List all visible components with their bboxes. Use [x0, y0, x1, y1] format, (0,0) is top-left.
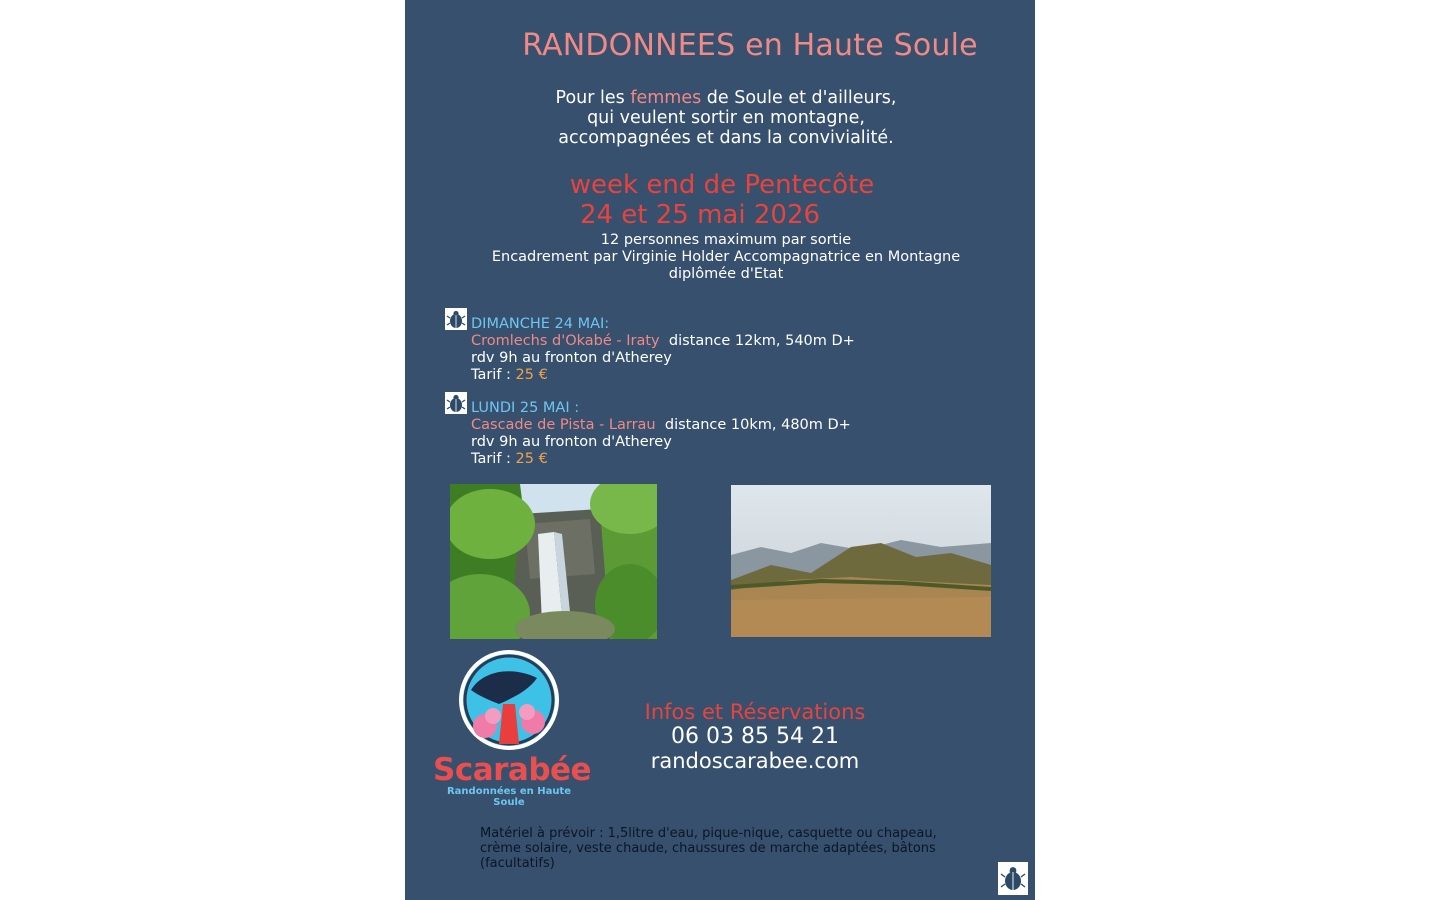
day-tarif: Tarif : 25 € [471, 367, 548, 383]
day-distance: distance 10km, 480m D+ [655, 417, 851, 433]
event-dates: 24 et 25 mai 2026 [579, 200, 821, 230]
event-meta [405, 232, 1035, 283]
waterfall-photo [450, 484, 657, 639]
meta-line-1: 12 personnes maximum par sortie [600, 232, 852, 248]
brand-name: Scarabée [433, 752, 592, 788]
day-rdv: rdv 9h au fronton d'Atherey [471, 434, 672, 450]
beetle-icon [445, 392, 467, 414]
contact-website[interactable]: randoscarabee.com [650, 749, 860, 773]
equipment-list [480, 826, 970, 871]
day-name: DIMANCHE 24 MAI: [471, 316, 610, 332]
intro-text [405, 88, 1035, 148]
day-route: Cromlechs d'Okabé - Iraty [471, 333, 660, 349]
meta-line-2: Encadrement par Virginie Holder Accompagnatrice en Montagne [491, 249, 961, 265]
intro-line-1: Pour les femmes de Soule et d'ailleurs, [555, 88, 897, 108]
day-details [471, 316, 855, 384]
poster-title: RANDONNEES en Haute Soule [522, 28, 978, 63]
day-route: Cascade de Pista - Larrau [471, 417, 656, 433]
meta-line-3: diplômée d'Etat [668, 266, 784, 282]
day-details [471, 400, 851, 468]
contact-phone[interactable]: 06 03 85 54 21 [671, 724, 839, 749]
day-tarif: Tarif : 25 € [471, 451, 548, 467]
equipment-line-2: crème solaire, veste chaude, chaussures de marche adaptées, bâtons [480, 841, 936, 856]
contact-title: Infos et Réservations [644, 700, 866, 724]
intro-highlight: femmes [630, 88, 702, 108]
mountain-photo [731, 485, 991, 637]
beetle-icon [445, 308, 467, 330]
day-route-line [471, 417, 851, 434]
day-price: 25 € [515, 367, 548, 383]
intro-line-2: qui veulent sortir en montagne, [587, 108, 865, 128]
equipment-line-1: Matériel à prévoir : 1,5litre d'eau, pique-nique, casquette ou chapeau, [480, 826, 937, 841]
event-heading [405, 170, 1035, 230]
equipment-line-3: (facultatifs) [480, 856, 555, 871]
day-sunday [445, 308, 1005, 388]
day-route-line [471, 333, 855, 350]
event-line-1: week end de Pentecôte [569, 170, 875, 200]
intro-line-3: accompagnées et dans la convivialité. [558, 128, 894, 148]
poster [405, 0, 1035, 900]
day-price: 25 € [515, 451, 548, 467]
day-monday [445, 392, 1005, 472]
day-rdv: rdv 9h au fronton d'Atherey [471, 350, 672, 366]
day-distance: distance 12km, 540m D+ [659, 333, 855, 349]
brand-tagline: Randonnées en Haute Soule [446, 786, 571, 808]
beetle-icon [998, 862, 1028, 895]
day-name: LUNDI 25 MAI : [471, 400, 580, 416]
